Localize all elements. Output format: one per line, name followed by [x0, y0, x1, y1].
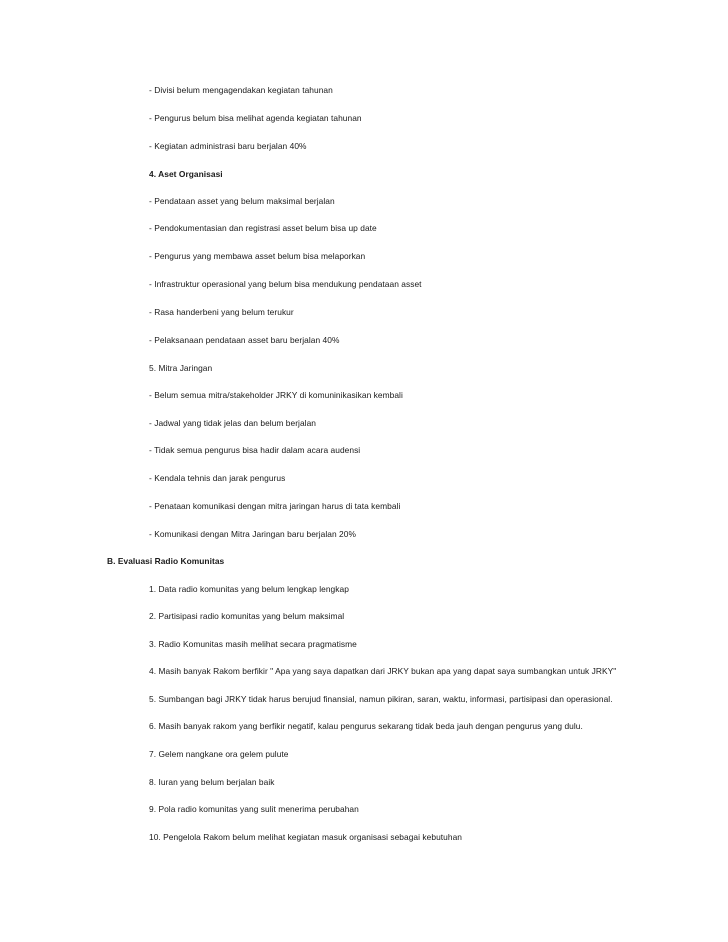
- list-item: - Belum semua mitra/stakeholder JRKY di komuninikasikan kembali: [149, 390, 403, 400]
- list-item: - Rasa handerbeni yang belum terukur: [149, 307, 294, 317]
- list-item: 5. Sumbangan bagi JRKY tidak harus berujud finansial, namun pikiran, saran, waktu, informasi, partisipasi dan operasional.: [149, 694, 613, 704]
- subsection-heading-aset-organisasi: 4. Aset Organisasi: [149, 169, 223, 179]
- list-item: - Divisi belum mengagendakan kegiatan tahunan: [149, 85, 333, 95]
- list-item: 6. Masih banyak rakom yang berfikir negatif, kalau pengurus sekarang tidak beda jauh dengan pengurus yang dulu.: [149, 721, 583, 731]
- list-item: - Pengurus belum bisa melihat agenda kegiatan tahunan: [149, 113, 362, 123]
- subsection-heading-mitra-jaringan: 5. Mitra Jaringan: [149, 363, 213, 373]
- list-item: - Pendokumentasian dan registrasi asset belum bisa up date: [149, 223, 377, 233]
- list-item: - Pelaksanaan pendataan asset baru berjalan 40%: [149, 335, 340, 345]
- list-item: 8. Iuran yang belum berjalan baik: [149, 777, 275, 787]
- list-item: 9. Pola radio komunitas yang sulit menerima perubahan: [149, 804, 359, 814]
- list-item: - Penataan komunikasi dengan mitra jaringan harus di tata kembali: [149, 501, 401, 511]
- list-item: - Kendala tehnis dan jarak pengurus: [149, 473, 286, 483]
- list-item: - Pendataan asset yang belum maksimal berjalan: [149, 196, 335, 206]
- list-item: 1. Data radio komunitas yang belum lengkap lengkap: [149, 584, 349, 594]
- list-item: - Jadwal yang tidak jelas dan belum berjalan: [149, 418, 317, 428]
- list-item: 3. Radio Komunitas masih melihat secara pragmatisme: [149, 639, 357, 649]
- list-item: - Komunikasi dengan Mitra Jaringan baru berjalan 20%: [149, 529, 356, 539]
- list-item: 2. Partisipasi radio komunitas yang belum maksimal: [149, 611, 345, 621]
- list-item: - Infrastruktur operasional yang belum bisa mendukung pendataan asset: [149, 279, 422, 289]
- list-item: 7. Gelem nangkane ora gelem pulute: [149, 749, 289, 759]
- section-heading: B. Evaluasi Radio Komunitas: [107, 556, 225, 566]
- list-item: - Tidak semua pengurus bisa hadir dalam acara audensi: [149, 445, 361, 455]
- list-item: - Kegiatan administrasi baru berjalan 40%: [149, 141, 307, 151]
- list-item: 10. Pengelola Rakom belum melihat kegiatan masuk organisasi sebagai kebutuhan: [149, 832, 462, 842]
- list-item: - Pengurus yang membawa asset belum bisa melaporkan: [149, 251, 366, 261]
- list-item: 4. Masih banyak Rakom berfikir " Apa yang saya dapatkan dari JRKY bukan apa yang dapat saya sumbangkan untuk JRKY": [149, 666, 617, 676]
